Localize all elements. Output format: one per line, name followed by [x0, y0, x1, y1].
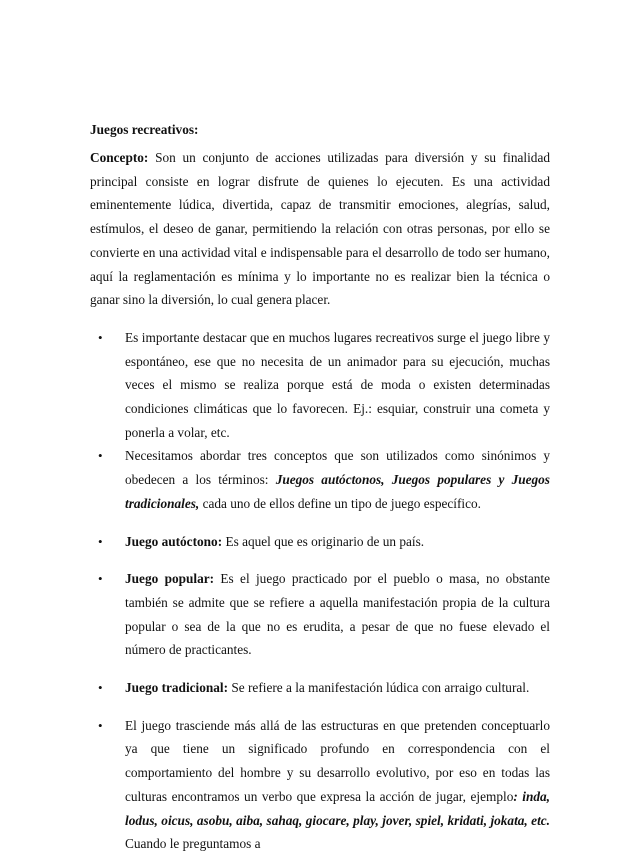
list-item-emphasis: : inda, lodus, oicus, asobu, aiba, sahaq, giocare, play, jover, spiel, kridati, jokata, etc.	[125, 788, 550, 828]
term-label: Juego autóctono:	[125, 533, 223, 549]
list-item-juego-tradicional	[90, 676, 550, 700]
bullet-icon: •	[98, 329, 103, 345]
list-item-juego-autoctono	[90, 530, 550, 554]
concept-paragraph	[90, 146, 550, 312]
list-item-text-end: Cuando le preguntamos a	[125, 836, 261, 852]
list-item-tres-conceptos	[90, 444, 550, 515]
list-item-text: Necesitamos abordar tres conceptos que son utilizados como sinónimos y obedecen a los términos:	[125, 448, 550, 488]
concept-text: Son un conjunto de acciones utilizadas para diversión y su finalidad principal consiste en lograr disfrute de quienes lo ejecuten. Es una actividad eminentemente lúdica, divertida, capaz de transmitir emociones, alegrías, salud, estímulos, el deseo de ganar, permitiendo la relación con otras personas, por ello se convierte en una actividad vital e indispensable para el desarrollo de todo ser humano, aquí la reglamentación es mínima y lo importante no es realizar bien la técnica o ganar sino la diversión, lo cual genera placer.	[90, 150, 550, 308]
list-item-text: Es importante destacar que en muchos lugares recreativos surge el juego libre y espontáneo, ese que no necesita de un animador para su ejecución, muchas veces el mismo se realiza porque está de moda o existen determinadas condiciones climáticas que lo favorecen. Ej.: esquiar, construir una cometa y ponerla a volar, etc.	[125, 329, 550, 440]
term-definition: Es aquel que es originario de un país.	[222, 533, 425, 549]
bullet-icon: •	[98, 448, 103, 464]
bullet-icon: •	[98, 680, 103, 696]
list-item-juego-popular	[90, 567, 550, 662]
term-definition: Es el juego practicado por el pueblo o masa, no obstante también se admite que se refiere a aquella manifestación propia de la cultura popular o sea de la que no es erudita, a pesar de que no fuese elevado el número de practicantes.	[125, 571, 550, 658]
list-item-text-end: cada uno de ellos define un tipo de juego específico.	[199, 495, 481, 511]
term-definition: Se refiere a la manifestación lúdica con arraigo cultural.	[228, 680, 530, 696]
list-item-text: El juego trasciende más allá de las estructuras en que pretenden conceptuarlo ya que tiene un significado profundo en correspondencia con el comportamiento del hombre y su desarrollo evolutivo, por eso en todas las culturas encontramos un verbo que expresa la acción de jugar, ejemplo	[125, 717, 550, 804]
concept-label: Concepto:	[90, 150, 149, 165]
bullet-icon: •	[98, 717, 103, 733]
document-page	[90, 118, 550, 856]
bullet-icon: •	[98, 533, 103, 549]
bullet-icon: •	[98, 571, 103, 587]
list-item-juego-libre	[90, 326, 550, 445]
term-label: Juego tradicional:	[125, 680, 229, 696]
bullet-list	[90, 326, 550, 856]
list-item-emphasis: Juegos autóctonos, Juegos populares y Juegos tradicionales,	[125, 472, 550, 511]
section-heading: Juegos recreativos:	[90, 122, 199, 137]
list-item-juego-trasciende	[90, 714, 550, 856]
term-label: Juego popular:	[125, 571, 215, 587]
